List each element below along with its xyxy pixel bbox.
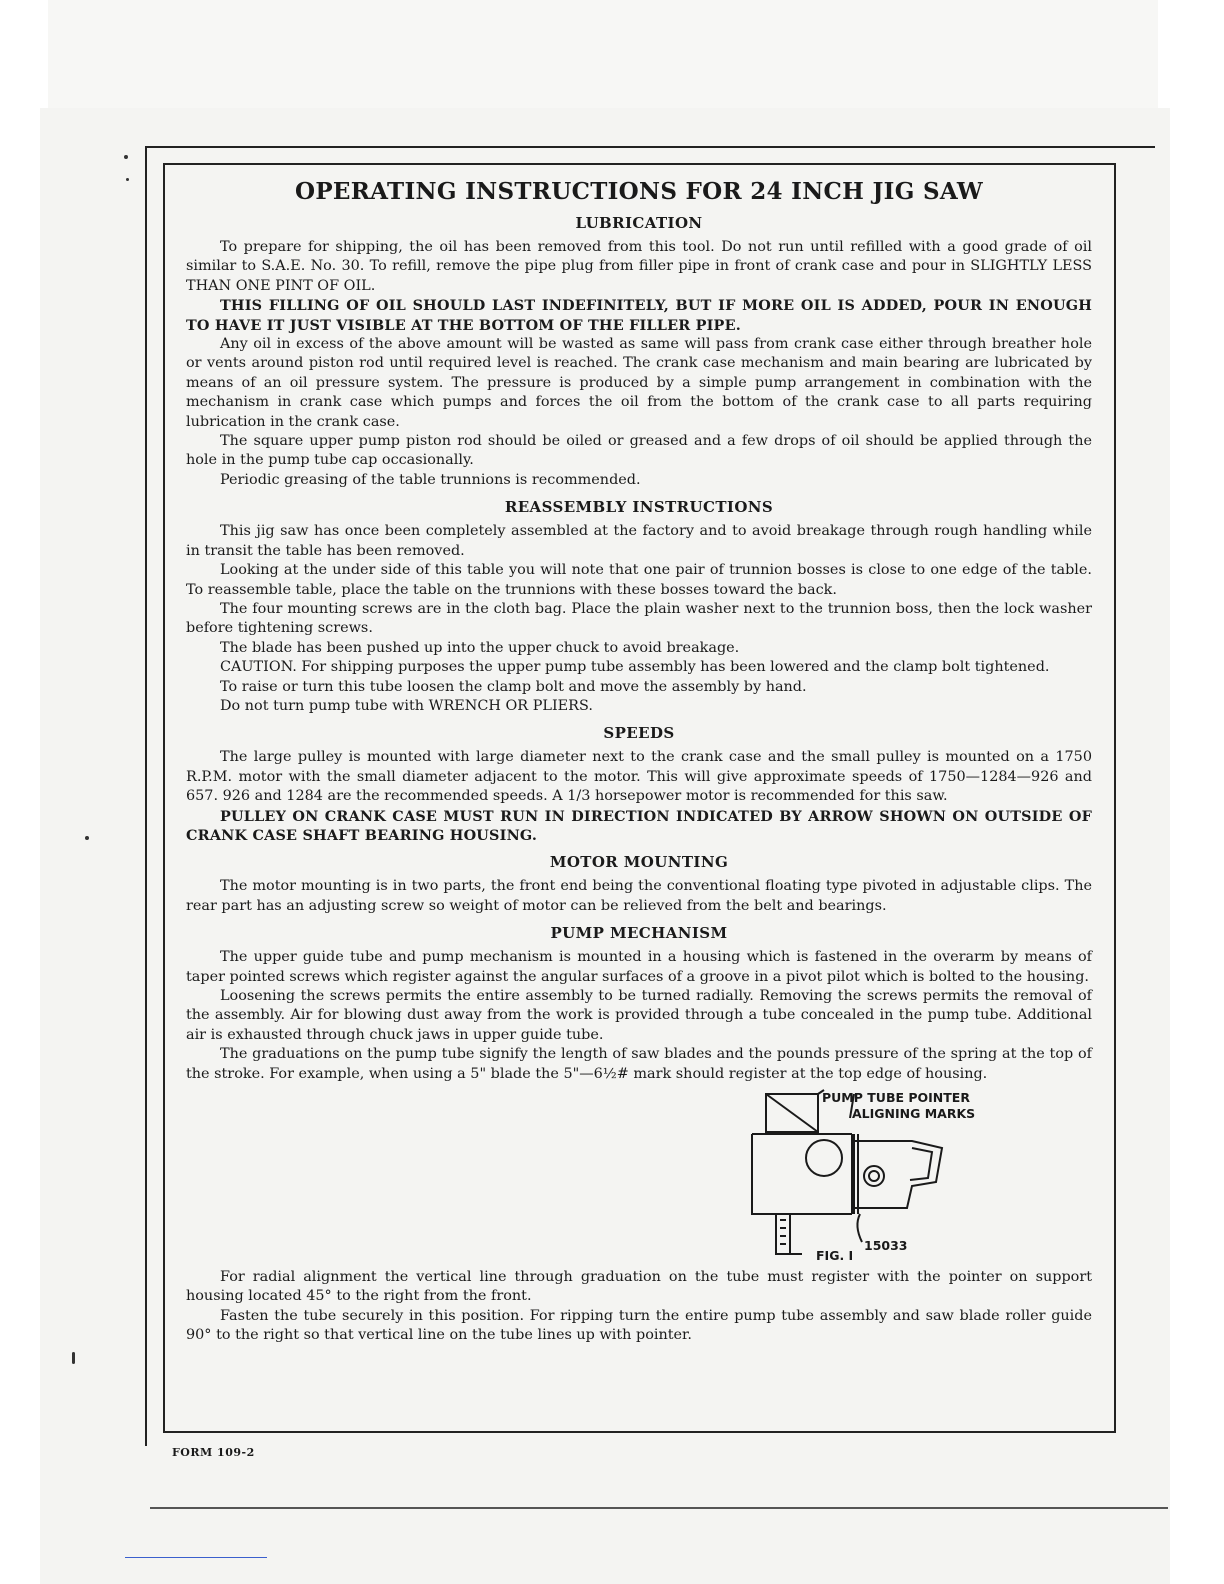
- section-heading-motor-mounting: MOTOR MOUNTING: [549, 853, 729, 872]
- section-heading-pump-mechanism: PUMP MECHANISM: [550, 924, 728, 943]
- scan-speck: [85, 836, 89, 840]
- paragraph: Do not turn pump tube with WRENCH OR PLIERS.: [220, 697, 593, 714]
- document-body: [186, 178, 1092, 1346]
- figure-part-number: 15033: [864, 1238, 908, 1254]
- paragraph: Looking at the under side of this table you will note that one pair of trunnion bosses is close to one edge of the table. To reassemble table, place the table on the trunnions with these bosses toward the back.: [186, 562, 1092, 598]
- figure-label-marks: ALIGNING MARKS: [852, 1106, 976, 1122]
- scan-background-top: [48, 0, 1158, 120]
- section-heading-lubrication: LUBRICATION: [575, 214, 703, 232]
- pump-tube-figure: [742, 1086, 1002, 1264]
- scan-artifact-line: [125, 1557, 267, 1558]
- paragraph: The upper guide tube and pump mechanism is mounted in a housing which is fastened in the overarm by means of taper pointed screws which register against the angular surfaces of a groove in a pivot pilot which is bolted to the housing.: [186, 949, 1092, 985]
- outer-border-left: [145, 146, 147, 1446]
- form-number: FORM 109-2: [172, 1446, 255, 1459]
- scan-speck: [124, 155, 128, 159]
- paragraph: Any oil in excess of the above amount will be wasted as same will pass from crank case either through breather hole or vents around piston rod until required level is reached. The crank case mechanism and main bearing are lubricated by means of an oil pressure system. The pressure is produced by a simple pump arrangement in combination with the mechanism in crank case which pumps and forces the oil from the bottom of the crank case to all parts requiring lubrication in the crank case.: [186, 336, 1092, 430]
- paragraph: Loosening the screws permits the entire assembly to be turned radially. Removing the screws permits the removal of the assembly. Air for blowing dust away from the work is provided through a tube concealed in the pump tube. Additional air is exhausted through chuck jaws in upper guide tube.: [186, 988, 1092, 1043]
- paragraph: The large pulley is mounted with large diameter next to the crank case and the small pulley is mounted on a 1750 R.P.M. motor with the small diameter adjacent to the motor. This will give approximate speeds of 1750—1284—926 and 657. 926 and 1284 are the recommended speeds. A 1/3 horsepower motor is recommended for this saw.: [186, 749, 1092, 805]
- paragraph: The graduations on the pump tube signify the length of saw blades and the pounds pressure of the spring at the top of the stroke. For example, when using a 5" blade the 5"—6½# mark should register at the top edge of housing.: [186, 1046, 1092, 1082]
- paragraph: CAUTION. For shipping purposes the upper pump tube assembly has been lowered and the clamp bolt tightened.: [220, 659, 1050, 676]
- paragraph: The square upper pump piston rod should be oiled or greased and a few drops of oil should be applied through the hole in the pump tube cap occasionally.: [186, 433, 1092, 469]
- scan-speck: [72, 1352, 75, 1364]
- paragraph: The motor mounting is in two parts, the front end being the conventional floating type pivoted in adjustable clips. The rear part has an adjusting screw so weight of motor can be relieved from the belt and bearings.: [186, 878, 1092, 914]
- paragraph: Periodic greasing of the table trunnions is recommended.: [220, 471, 641, 488]
- scan-speck: [126, 178, 129, 181]
- page-bottom-rule: [150, 1507, 1168, 1509]
- paragraph-caps: PULLEY ON CRANK CASE MUST RUN IN DIRECTION INDICATED BY ARROW SHOWN ON OUTSIDE OF CRANK CASE SHAFT BEARING HOUSING.: [186, 807, 1092, 844]
- figure-label-pointer: PUMP TUBE POINTER: [822, 1090, 970, 1106]
- paragraph: To prepare for shipping, the oil has been removed from this tool. Do not run until refilled with a good grade of oil similar to S.A.E. No. 30. To refill, remove the pipe plug from filler pipe in front of crank case and pour in SLIGHTLY LESS THAN ONE PINT OF OIL.: [186, 239, 1092, 294]
- figure-area: [186, 1086, 1092, 1264]
- paragraph: Fasten the tube securely in this position. For ripping turn the entire pump tube assembly and saw blade roller guide 90° to the right so that vertical line on the tube lines up with pointer.: [186, 1307, 1092, 1344]
- paragraph: For radial alignment the vertical line through graduation on the tube must register with the pointer on support housing located 45° to the right from the front.: [186, 1269, 1092, 1305]
- figure-caption: FIG. I: [816, 1248, 854, 1264]
- paragraph: To raise or turn this tube loosen the clamp bolt and move the assembly by hand.: [220, 678, 807, 695]
- paragraph: The four mounting screws are in the cloth bag. Place the plain washer next to the trunnion boss, then the lock washer before tightening screws.: [186, 600, 1092, 637]
- paragraph: The blade has been pushed up into the upper chuck to avoid breakage.: [220, 639, 740, 656]
- section-heading-reassembly: REASSEMBLY INSTRUCTIONS: [504, 498, 774, 517]
- paragraph-caps: THIS FILLING OF OIL SHOULD LAST INDEFINITELY, BUT IF MORE OIL IS ADDED, POUR IN ENOUGH TO HAVE IT JUST VISIBLE AT THE BOTTOM OF THE FILLER PIPE.: [186, 297, 1092, 334]
- section-heading-speeds: SPEEDS: [603, 724, 675, 743]
- knob: [806, 1140, 842, 1176]
- outer-border-top: [145, 146, 1155, 148]
- paragraph: This jig saw has once been completely assembled at the factory and to avoid breakage through rough handling while in transit the table has been removed.: [186, 523, 1092, 559]
- page-title: OPERATING INSTRUCTIONS FOR 24 INCH JIG SAW: [295, 178, 983, 205]
